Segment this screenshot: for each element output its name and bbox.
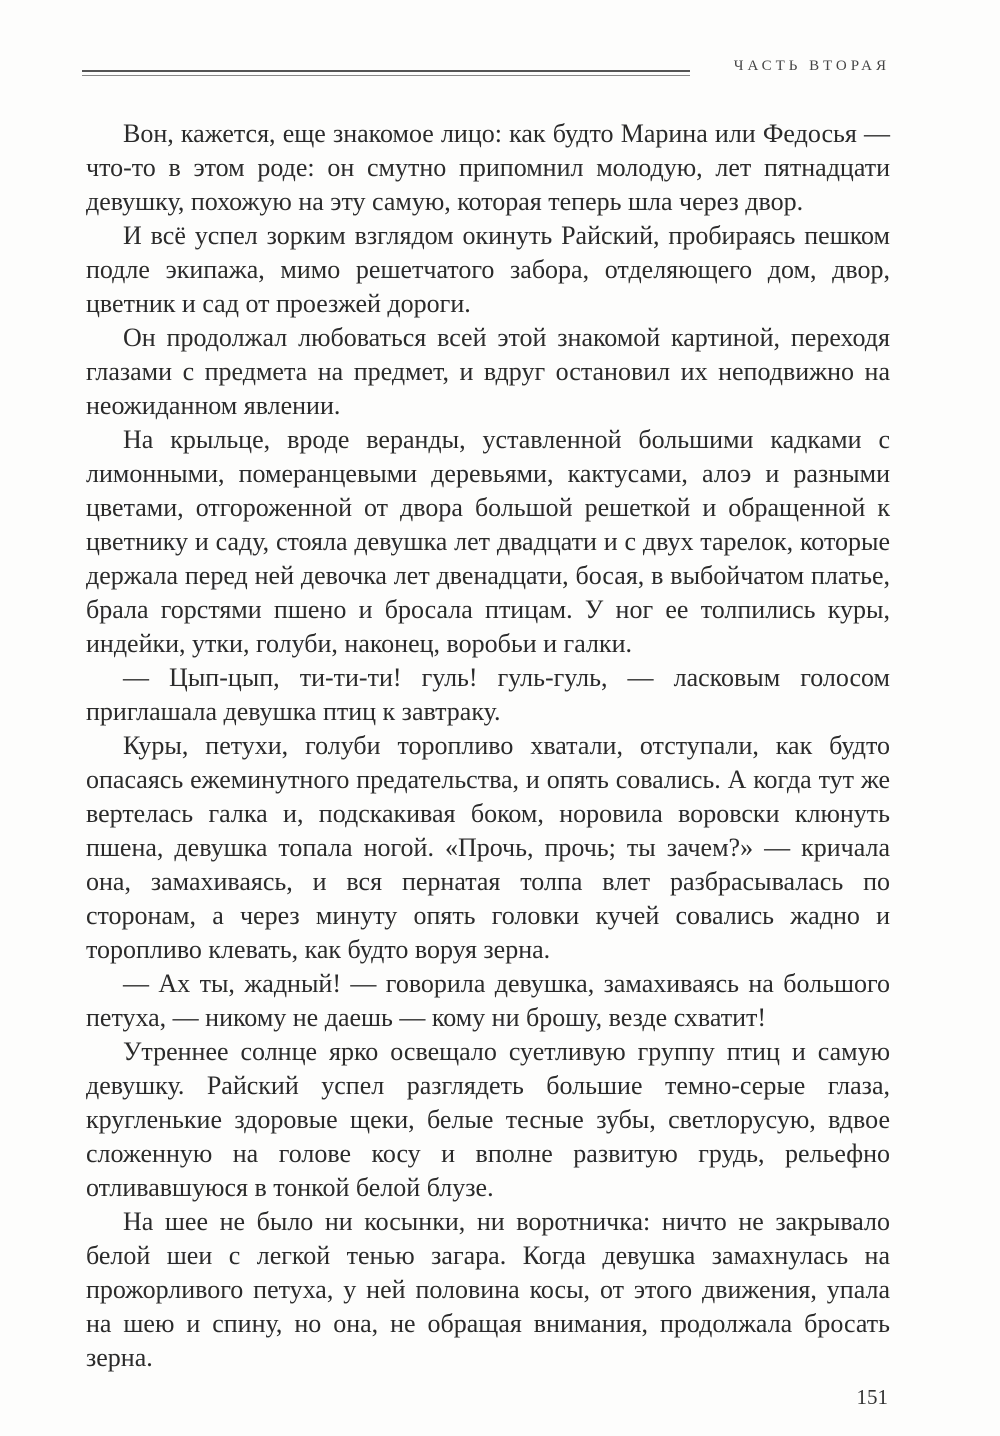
paragraph: Вон, кажется, еще знакомое лицо: как будто Марина или Федосья — что-то в этом роде: он смутно припомнил молодую, лет пятнадцати девушку, похожую на эту самую, которая теперь шла через двор. <box>86 119 890 216</box>
paragraph: — Цып-цып, ти-ти-ти! гуль! гуль-гуль, — ласковым голосом приглашала девушка птиц к завтраку. <box>86 663 890 726</box>
paragraph: И всё успел зорким взглядом окинуть Райский, пробираясь пешком подле экипажа, мимо решетчатого забора, отделяющего дом, двор, цветник и сад от проезжей дороги. <box>86 221 890 318</box>
paragraph: Он продолжал любоваться всей этой знакомой картиной, переходя глазами с предмета на предмет, и вдруг остановил их неподвижно на неожиданном явлении. <box>86 323 890 420</box>
header-rule <box>82 70 690 72</box>
paragraph: На крыльце, вроде веранды, уставленной большими кадками с лимонными, померанцевыми деревьями, кактусами, алоэ и разными цветами, отгороженной от двора большой решеткой и обращенной к цветнику и саду, стояла девушка лет двадцати и с двух тарелок, которые держала перед ней девочка лет двенадцати, босая, в выбойчатом платье, брала горстями пшено и бросала птицам. У ног ее толпились куры, индейки, утки, голуби, наконец, воробьи и галки. <box>86 425 890 658</box>
paragraph: — Ах ты, жадный! — говорила девушка, замахиваясь на большого петуха, — никому не даешь — кому ни брошу, везде схватит! <box>86 969 890 1032</box>
page-number: 151 <box>856 1385 888 1409</box>
paragraph: Куры, петухи, голуби торопливо хватали, отступали, как будто опасаясь ежеминутного предательства, и опять совались. А когда тут же вертелась галка и, подскакивая боком, норовила воровски клюнуть пшена, девушка топала ногой. «Прочь, прочь; ты зачем?» — кричала она, замахиваясь, и вся пернатая толпа влет разбрасывалась по сторонам, а через минуту опять головки кучей совались жадно и торопливо клевать, как будто воруя зерна. <box>86 731 890 964</box>
paragraph: На шее не было ни косынки, ни воротничка: ничто не закрывало белой шеи с легкой тенью загара. Когда девушка замахнулась на прожорливого петуха, у ней половина косы, от этого движения, упала на шею и спину, но она, не обращая внимания, продолжала бросать зерна. <box>86 1207 890 1372</box>
running-head <box>82 56 890 86</box>
section-title: ЧАСТЬ ВТОРАЯ <box>733 58 890 74</box>
paragraph: Утреннее солнце ярко освещало суетливую группу птиц и самую девушку. Райский успел разглядеть большие темно-серые глаза, кругленькие здоровые щеки, белые тесные зубы, светлорусую, вдвое сложенную на голове косу и вполне развитую грудь, рельефно отливавшуюся в тонкой белой блузе. <box>86 1037 890 1202</box>
body-text <box>86 117 890 1375</box>
